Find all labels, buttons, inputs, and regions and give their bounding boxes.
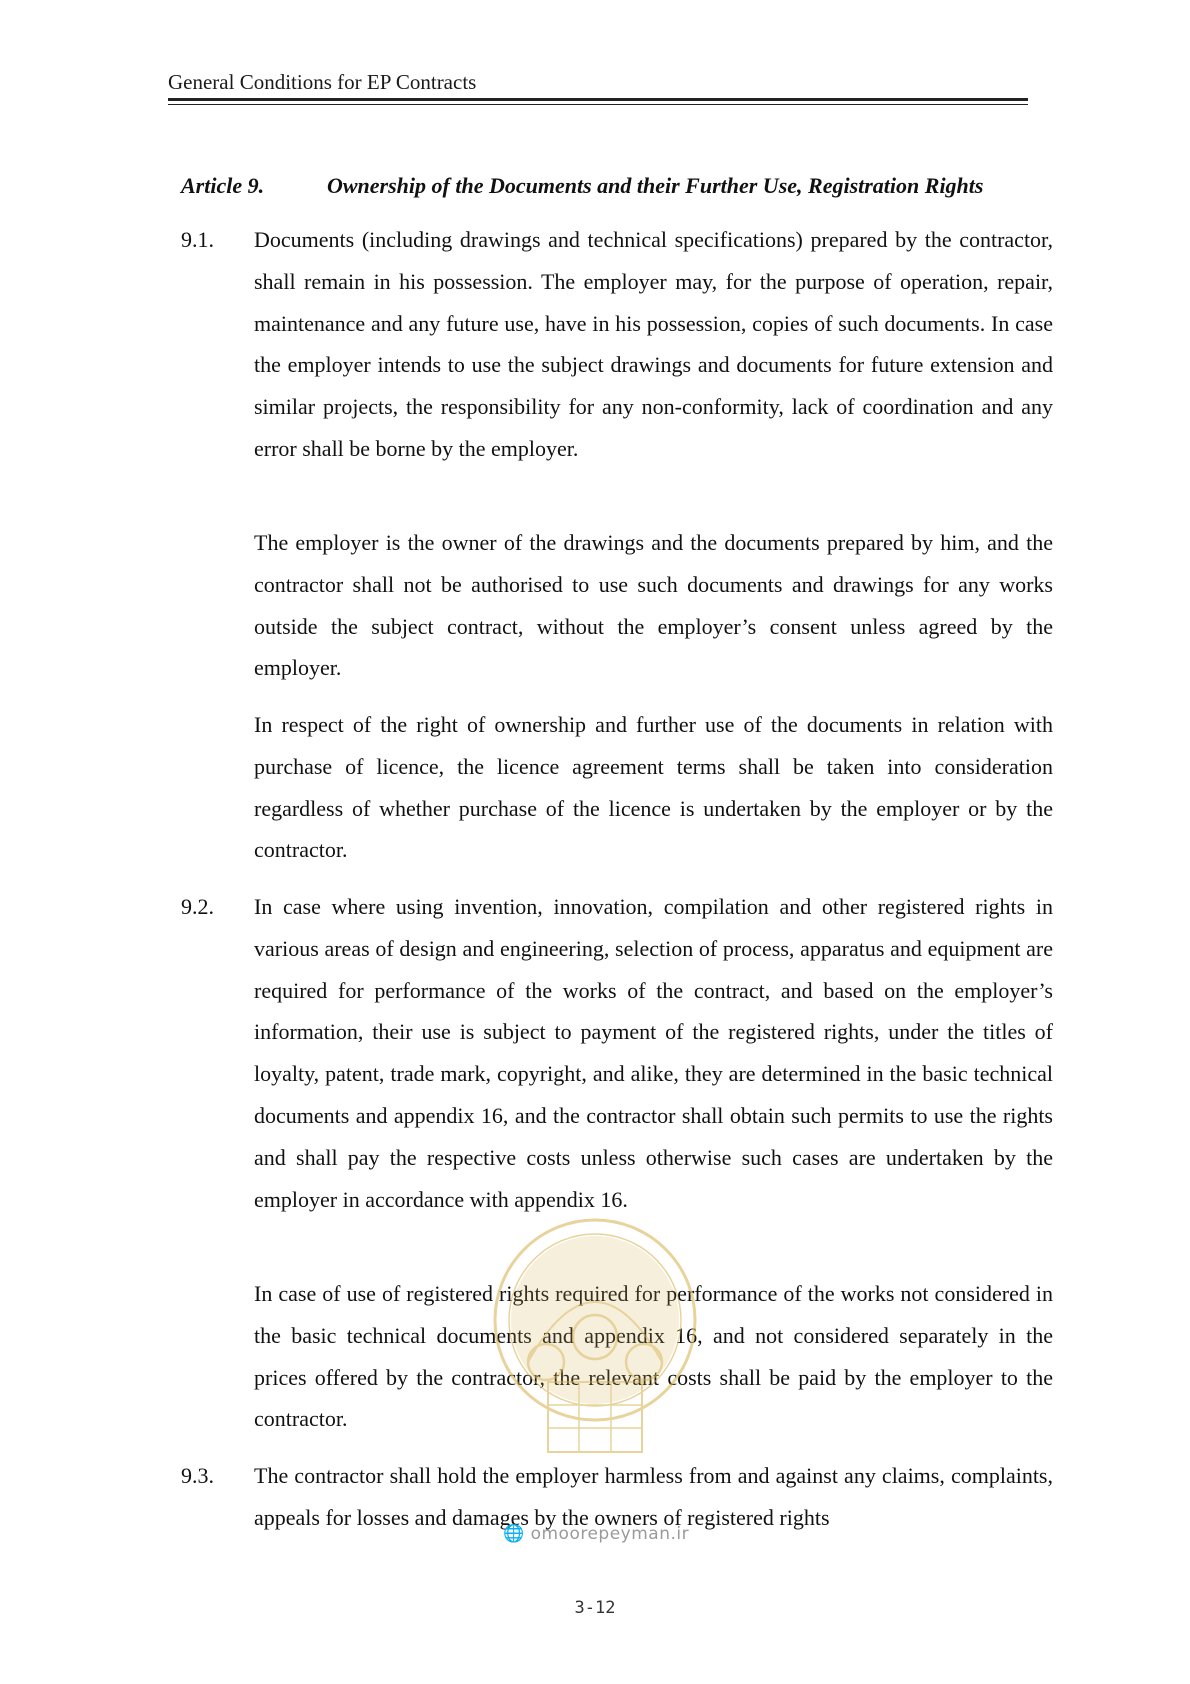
clause-paragraph: The employer is the owner of the drawings and the documents prepared by him, and the contractor shall not be authorised to use such documents and drawings for any works outside the subject contract, without the employer’s consent unless agreed by the employer. — [254, 530, 1053, 681]
article-number: Article 9. — [181, 173, 265, 198]
clause-number: 9.3. — [181, 1463, 214, 1488]
clause-paragraph: In respect of the right of ownership and further use of the documents in relation with purchase of licence, the licence agreement terms shall be taken into consideration regardless of whether purchase of the licence is undertaken by the employer or by the contractor. — [254, 712, 1053, 863]
watermark-url-text: omoorepeyman.ir — [530, 1524, 690, 1544]
clause-paragraph: The contractor shall hold the employer harmless from and against any claims, complaints, appeals for losses and damages by the owners of registered rights — [254, 1463, 1053, 1530]
clause-paragraph: In case where using invention, innovation, compilation and other registered rights in various areas of design and engineering, selection of process, apparatus and equipment are required for performance of the works of the contract, and based on the employer’s information, their use is subject to payment of the registered rights, under the titles of loyalty, patent, trade mark, copyright, and alike, they are determined in the basic technical documents and appendix 16, and the contractor shall obtain such permits to use the rights and shall pay the respective costs unless otherwise such cases are undertaken by the employer in accordance with appendix 16. — [254, 894, 1053, 1212]
page-number: 3-12 — [574, 1598, 616, 1618]
article-heading — [181, 172, 1061, 200]
article-title: Ownership of the Documents and their Further Use, Registration Rights — [327, 173, 984, 198]
clause-paragraph: Documents (including drawings and technical specifications) prepared by the contractor, shall remain in his possession. The employer may, for the purpose of operation, repair, maintenance and any future use, have in his possession, copies of such documents. In case the employer intends to use the subject drawings and documents for future extension and similar projects, the responsibility for any non-conformity, lack of coordination and any error shall be borne by the employer. — [254, 227, 1053, 461]
header-rule — [168, 98, 1028, 101]
clause-number: 9.1. — [181, 227, 214, 252]
clause-paragraph: In case of use of registered rights required for performance of the works not considered in the basic technical documents and appendix 16, and not considered separately in the prices offered by the contractor, the relevant costs shall be paid by the employer to the contractor. — [254, 1281, 1053, 1432]
watermark-url: 🌐 omoorepeyman.ir — [503, 1524, 690, 1544]
header-rule-thin — [168, 104, 1028, 105]
running-header: General Conditions for EP Contracts — [168, 70, 477, 94]
clause-number: 9.2. — [181, 894, 214, 919]
